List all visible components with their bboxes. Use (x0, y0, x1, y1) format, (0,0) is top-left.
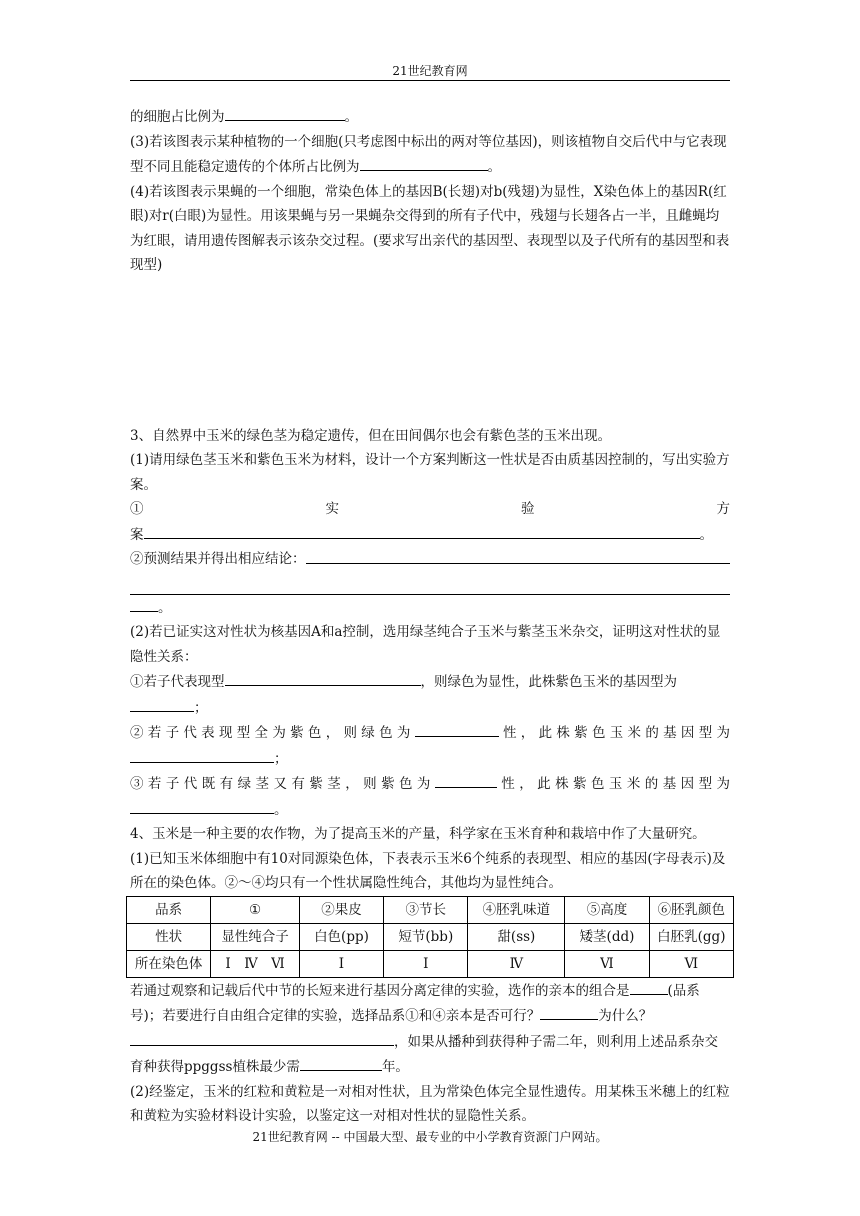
answer-blank[interactable] (130, 595, 158, 612)
answer-blank[interactable] (300, 1054, 382, 1071)
q3-part2: (2)若已证实这对性状为核基因A和a控制，选用绿茎纯合子玉米与紫茎玉米杂交，证明这对性状的显隐性关系： (130, 624, 721, 665)
answer-blank[interactable] (225, 669, 421, 686)
table-cell: Ⅳ (468, 950, 565, 977)
answer-blank[interactable] (225, 104, 345, 121)
table-cell: Ⅰ (384, 950, 468, 977)
table-cell: 品系 (127, 896, 211, 923)
table-header-row (127, 896, 734, 923)
q3-predict-line: ②预测结果并得出相应结论： (130, 547, 730, 572)
answer-blank[interactable] (630, 978, 668, 995)
answer-blank[interactable] (415, 720, 499, 737)
header-rule (130, 80, 730, 81)
table-cell: ⑥胚乳颜色 (649, 896, 733, 923)
q3-case1: ①若子代表现型 ，则绿色为显性，此株紫色玉米的基因型为； (130, 669, 730, 720)
q2-part3: (3)若该图表示某种植物的一个细胞(只考虑图中标出的两对等位基因)，则该植物自交后代中与它表现型不同且能稳定遗传的个体所占比例为 。 (130, 133, 727, 175)
table-cell: 短节(bb) (384, 923, 468, 950)
answer-space (130, 278, 730, 424)
q4-stem: 4、玉米是一种主要的农作物，为了提高玉米的产量，科学家在玉米育种和栽培中作了大量研究。 (130, 826, 706, 842)
table-cell: Ⅰ (299, 950, 383, 977)
page-header: 21世纪教育网 (392, 64, 468, 78)
q3-case3: ③若子代既有绿茎又有紫茎，则紫色为 性，此株紫色玉米的基因型为。 (130, 771, 730, 822)
q2-part4: (4)若该图表示果蝇的一个细胞，常染色体上的基因B(长翅)对b(残翅)为显性，X染色体上的基因R(红眼)对r(白眼)为显性。用该果蝇与另一果蝇杂交得到的所有子代中，残翅与长翅各占一半，且雌蝇均为红眼，请用遗传图解表示该杂交过程。(要求写出亲代的基因型、表现型以及子代所有的基因型和表现型) (130, 183, 730, 273)
strain-table (126, 896, 734, 978)
table-cell: 显性纯合子 (211, 923, 299, 950)
table-cell: 性状 (127, 923, 211, 950)
q3-scheme-tail: 案 。 (130, 522, 730, 548)
table-cell: ③节长 (384, 896, 468, 923)
table-cell: 甜(ss) (468, 923, 565, 950)
table-cell: Ⅰ Ⅳ Ⅵ (211, 950, 299, 977)
answer-blank[interactable] (130, 1029, 394, 1046)
answer-blank[interactable] (435, 771, 497, 788)
page-footer: 21世纪教育网 -- 中国最大型、最专业的中小学教育资源门户网站。 (252, 1130, 608, 1144)
table-cell: ⑤高度 (565, 896, 649, 923)
answer-blank[interactable] (144, 522, 700, 539)
table-cell: Ⅵ (565, 950, 649, 977)
answer-line[interactable] (130, 572, 730, 595)
table-cell: ④胚乳味道 (468, 896, 565, 923)
answer-blank[interactable] (130, 746, 274, 763)
table-cell: ① (211, 896, 299, 923)
table-cell: Ⅵ (649, 950, 733, 977)
page-content (130, 104, 730, 1129)
table-cell: 白色(pp) (299, 923, 383, 950)
q4-after-table: 若通过观察和记载后代中节的长短来进行基因分离定律的实验，选作的亲本的组合是 (品系号)；若要进行自由组合定律的实验，选择品系①和④亲本是否可行？ 为什么？，如果从播种到获得种子需二年，则利用上述品系杂交育种获得ppggss植株最少需 年。 (130, 978, 730, 1080)
q3-predict-end: 。 (130, 595, 730, 621)
answer-blank[interactable] (130, 797, 274, 814)
answer-blank[interactable] (306, 547, 731, 564)
q3-case2: ②若子代表现型全为紫色，则绿色为 性，此株紫色玉米的基因型为； (130, 720, 730, 771)
q3-stem: 3、自然界中玉米的绿色茎为稳定遗传，但在田间偶尔也会有紫色茎的玉米出现。 (130, 427, 612, 444)
q2-cont-line: 的细胞占比例为 。 (130, 104, 730, 130)
table-row (127, 950, 734, 977)
answer-blank[interactable] (360, 154, 488, 171)
answer-blank[interactable] (130, 695, 194, 712)
q4-part2: (2)经鉴定，玉米的红粒和黄粒是一对相对性状，且为常染色体完全显性遗传。用某株玉米穗上的红粒和黄粒为实验材料设计实验，以鉴定这一对相对性状的显隐性关系。 (130, 1083, 730, 1124)
table-cell: 所在染色体 (127, 950, 211, 977)
table-cell: 白胚乳(gg) (649, 923, 733, 950)
q3-part1: (1)请用绿色茎玉米和紫色玉米为材料，设计一个方案判断这一性状是否由质基因控制的，写出实验方案。 (130, 452, 730, 493)
table-cell: ②果皮 (299, 896, 383, 923)
q3-scheme-line: ① 实 验 方 (130, 501, 731, 517)
q4-part1: (1)已知玉米体细胞中有10对同源染色体，下表表示玉米6个纯系的表现型、相应的基因(字母表示)及所在的染色体。②～④均只有一个性状属隐性纯合，其他均为显性纯合。 (130, 850, 726, 891)
table-row (127, 923, 734, 950)
answer-blank[interactable] (540, 1003, 598, 1020)
table-cell: 矮茎(dd) (565, 923, 649, 950)
